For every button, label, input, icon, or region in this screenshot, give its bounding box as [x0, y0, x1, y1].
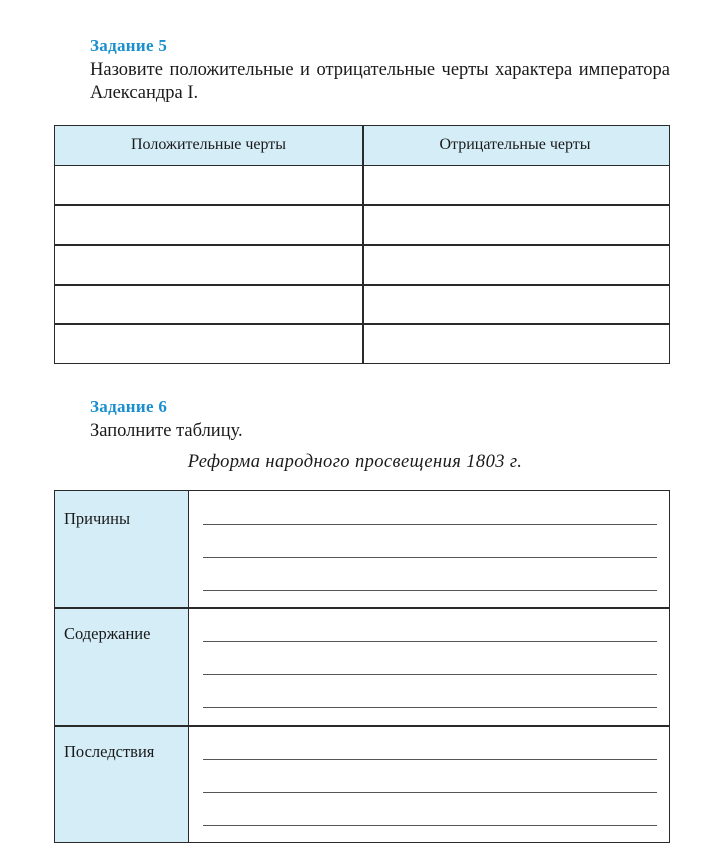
answer-line[interactable]: [203, 641, 657, 642]
answer-line[interactable]: [203, 590, 657, 591]
row-divider: [55, 607, 669, 609]
positive-traits-header: Положительные черты: [130, 136, 286, 153]
traits-table: [54, 125, 670, 364]
row-divider: [55, 204, 669, 206]
answer-line[interactable]: [203, 759, 657, 760]
negative-traits-header: Отрицательные черты: [439, 136, 591, 153]
label-consequences: Последствия: [64, 742, 155, 761]
answer-line[interactable]: [203, 825, 657, 826]
answer-line[interactable]: [203, 707, 657, 708]
reform-table: [54, 490, 670, 843]
label-content: Содержание: [64, 624, 151, 643]
task5-title: Задание 5: [90, 36, 168, 55]
task5-text: Назовите положительные и отрицательные черты характера императора Александра I.: [90, 60, 670, 103]
row-divider: [55, 244, 669, 246]
answer-line[interactable]: [203, 674, 657, 675]
row-divider: [55, 725, 669, 727]
answer-line[interactable]: [203, 792, 657, 793]
row-divider: [55, 323, 669, 325]
table-caption: Реформа народного просвещения 1803 г.: [187, 452, 523, 472]
reform-table-label-column: [55, 491, 189, 842]
task6-title: Задание 6: [90, 397, 168, 416]
answer-line[interactable]: [203, 557, 657, 558]
row-divider: [55, 284, 669, 286]
task6-text: Заполните таблицу.: [90, 421, 243, 441]
label-causes: Причины: [64, 509, 131, 528]
answer-line[interactable]: [203, 524, 657, 525]
